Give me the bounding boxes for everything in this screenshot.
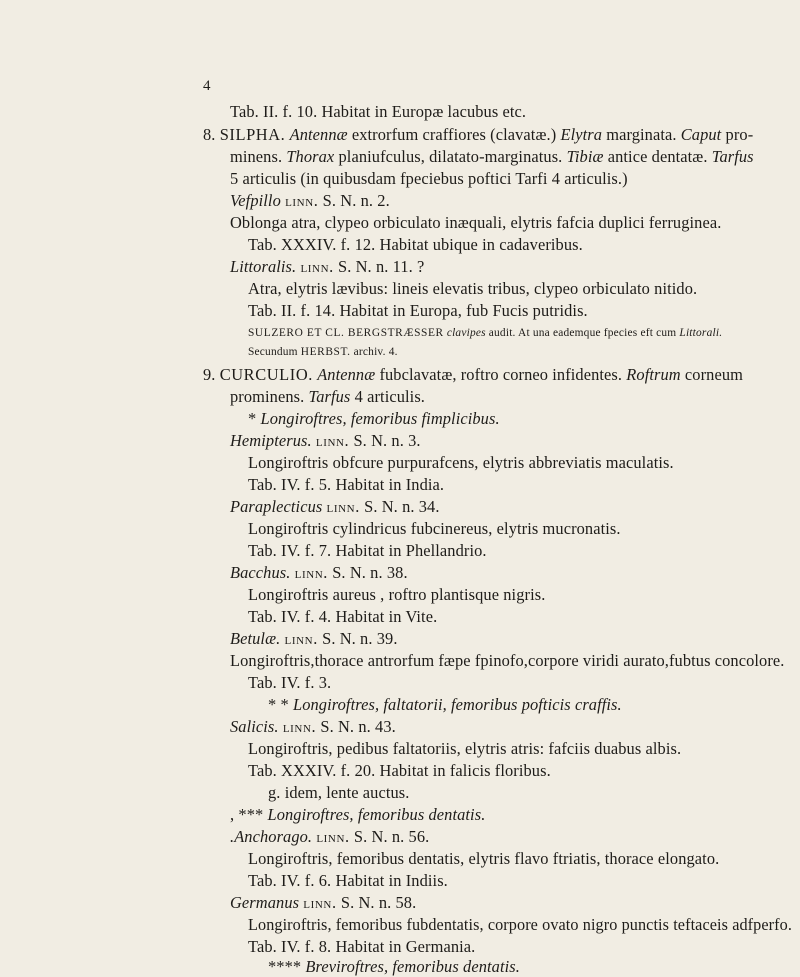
text-run: marginata. bbox=[602, 125, 681, 144]
text-run: corneum bbox=[680, 365, 743, 384]
italic-text: Elytra bbox=[560, 125, 603, 144]
italic-text: Longiroftres, femoribus dentatis. bbox=[267, 805, 486, 824]
text-line bbox=[248, 761, 551, 781]
text-run: Tab. XXXIV. f. 20. Habitat in falicis floribus. bbox=[248, 761, 551, 780]
italic-text: Vefpillo bbox=[230, 191, 281, 210]
author-reference: linn. bbox=[284, 629, 318, 648]
text-run: g. idem, lente auctus. bbox=[268, 783, 410, 802]
italic-text: Thorax bbox=[286, 147, 335, 166]
text-line bbox=[230, 497, 440, 517]
text-line bbox=[268, 695, 622, 715]
text-line bbox=[268, 957, 520, 977]
text-run: extrorfum craffiores (clavatæ.) bbox=[347, 125, 561, 144]
text-run: * * bbox=[268, 695, 293, 714]
author-reference: SULZERO ET CL. BERGSTRÆSSER bbox=[248, 327, 444, 339]
text-line bbox=[248, 541, 487, 561]
text-run: pro- bbox=[721, 125, 754, 144]
text-line bbox=[230, 147, 754, 167]
author-reference: linn. bbox=[282, 717, 317, 736]
text-line bbox=[248, 673, 331, 693]
text-run: Tab. II. f. 14. Habitat in Europa, fub Fucis putridis. bbox=[248, 301, 588, 320]
text-run: Tab. IV. f. 4. Habitat in Vite. bbox=[248, 607, 438, 626]
text-run: Oblonga atra, clypeo orbiculato inæquali, elytris fafcia duplici ferruginea. bbox=[230, 213, 722, 232]
text-run: Atra, elytris lævibus: lineis elevatis tribus, clypeo orbiculato nitido. bbox=[248, 279, 698, 298]
italic-text: Germanus bbox=[230, 893, 300, 912]
text-run: Longiroftris cylindricus fubcinereus, elytris mucronatis. bbox=[248, 519, 621, 538]
text-line bbox=[248, 235, 583, 255]
text-line bbox=[230, 563, 408, 583]
italic-text: Antennæ bbox=[289, 125, 348, 144]
text-line bbox=[230, 191, 390, 211]
text-run: S. N. n. 43. bbox=[316, 717, 396, 736]
text-run: Tab. IV. f. 3. bbox=[248, 673, 332, 692]
text-line bbox=[230, 102, 526, 122]
text-line bbox=[248, 915, 792, 935]
author-reference: linn. bbox=[285, 191, 319, 210]
text-run: archiv. 4. bbox=[350, 346, 398, 358]
text-line bbox=[230, 893, 416, 913]
text-run: Tab. IV. f. 8. Habitat in Germania. bbox=[248, 937, 476, 956]
italic-text: Littoralis. bbox=[230, 257, 297, 276]
italic-text: Salicis. bbox=[230, 717, 279, 736]
text-run: Tab. II. f. 10. Habitat in Europæ lacubus etc. bbox=[230, 102, 527, 121]
text-run: audit. At una eademque fpecies eft cum bbox=[485, 327, 680, 339]
italic-text: .Anchorago. bbox=[230, 827, 313, 846]
italic-text: Hemipterus. bbox=[230, 431, 312, 450]
author-reference: linn. bbox=[326, 497, 360, 516]
italic-text: Antennæ bbox=[317, 365, 376, 384]
text-run: S. N. n. 38. bbox=[328, 563, 408, 582]
italic-text: Tarfus bbox=[308, 387, 351, 406]
text-run: Tab. IV. f. 7. Habitat in Phellandrio. bbox=[248, 541, 487, 560]
text-line bbox=[230, 805, 485, 825]
text-run: Longiroftris,thorace antrorfum fæpe fpinofo,corpore viridi aurato,fubtus concolore. bbox=[230, 651, 785, 670]
author-reference: HERBST. bbox=[300, 346, 351, 358]
text-run: S. N. n. 56. bbox=[349, 827, 430, 846]
text-run: Longiroftris obfcure purpurafcens, elytris abbreviatis maculatis. bbox=[248, 453, 674, 472]
text-run: Tab. IV. f. 5. Habitat in India. bbox=[248, 475, 445, 494]
text-line bbox=[248, 453, 674, 473]
text-run: Longiroftris aureus , roftro plantisque nigris. bbox=[248, 585, 546, 604]
text-line bbox=[248, 937, 475, 957]
author-reference: linn. bbox=[303, 893, 337, 912]
italic-text: Caput bbox=[680, 125, 722, 144]
text-run: S. N. n. 39. bbox=[317, 629, 398, 648]
italic-text: Longiroftres, femoribus fimplicibus. bbox=[260, 409, 500, 428]
text-run: 9. bbox=[203, 365, 220, 384]
italic-text: Breviroftres, femoribus dentatis. bbox=[305, 957, 520, 976]
italic-text: Longiroftres, faltatorii, femoribus pofticis craffis. bbox=[293, 695, 622, 714]
text-run: * bbox=[248, 409, 261, 428]
text-run: **** bbox=[268, 957, 306, 976]
text-line bbox=[268, 783, 409, 803]
text-run: Tab. XXXIV. f. 12. Habitat ubique in cadaveribus. bbox=[248, 235, 583, 254]
page-number: 4 bbox=[203, 78, 211, 94]
text-run: minens. bbox=[230, 147, 287, 166]
italic-text: Roftrum bbox=[626, 365, 681, 384]
italic-text: Paraplecticus bbox=[230, 497, 323, 516]
text-run: CURCULIO. bbox=[219, 365, 313, 384]
author-reference: linn. bbox=[294, 563, 329, 582]
text-line bbox=[230, 431, 421, 451]
text-run: Secundum bbox=[248, 346, 301, 358]
italic-text: Tarfus bbox=[711, 147, 754, 166]
text-line bbox=[230, 827, 429, 847]
text-run: fubclavatæ, roftro corneo infidentes. bbox=[375, 365, 627, 384]
text-run: Longiroftris, pedibus faltatoriis, elytris atris: fafciis duabus albis. bbox=[248, 739, 682, 758]
text-line bbox=[248, 342, 398, 362]
text-run: S. N. n. 2. bbox=[318, 191, 390, 210]
text-line bbox=[230, 651, 784, 671]
italic-text: Littorali. bbox=[679, 327, 723, 339]
author-reference: linn. bbox=[316, 827, 350, 846]
text-line bbox=[230, 629, 398, 649]
text-line bbox=[230, 169, 628, 189]
text-line bbox=[248, 519, 621, 539]
text-run: Longiroftris, femoribus fubdentatis, corpore ovato nigro punctis teftaceis adfperfo. bbox=[248, 915, 792, 934]
text-run: prominens. bbox=[230, 387, 309, 406]
text-run: Longiroftris, femoribus dentatis, elytris flavo ftriatis, thorace elongato. bbox=[248, 849, 720, 868]
text-run: , *** bbox=[230, 805, 268, 824]
text-line bbox=[230, 717, 396, 737]
author-reference: linn. bbox=[300, 257, 334, 276]
text-run: Tab. IV. f. 6. Habitat in Indiis. bbox=[248, 871, 448, 890]
text-run: 5 articulis (in quibusdam fpeciebus poftici Tarfi 4 articulis.) bbox=[230, 169, 628, 188]
text-line bbox=[203, 125, 753, 145]
text-line bbox=[248, 739, 681, 759]
text-line bbox=[248, 409, 500, 429]
text-run: antice dentatæ. bbox=[603, 147, 712, 166]
text-line bbox=[248, 323, 722, 343]
text-line bbox=[248, 607, 437, 627]
text-line bbox=[248, 871, 448, 891]
text-line bbox=[248, 279, 697, 299]
italic-text: Bacchus. bbox=[230, 563, 291, 582]
text-run: S. N. n. 3. bbox=[349, 431, 421, 450]
text-run: S. N. n. 11. ? bbox=[333, 257, 425, 276]
text-run: SILPHA. bbox=[219, 125, 286, 144]
text-line bbox=[230, 387, 425, 407]
text-run: planiufculus, dilatato-marginatus. bbox=[334, 147, 567, 166]
text-run: S. N. n. 58. bbox=[336, 893, 417, 912]
text-line bbox=[230, 257, 424, 277]
text-run: 8. bbox=[203, 125, 220, 144]
text-line bbox=[248, 475, 444, 495]
author-reference: linn. bbox=[315, 431, 350, 450]
italic-text: Tibiæ bbox=[566, 147, 604, 166]
italic-text: clavipes bbox=[446, 327, 486, 339]
text-line bbox=[248, 585, 545, 605]
text-line bbox=[203, 365, 743, 385]
text-line bbox=[230, 213, 721, 233]
text-line bbox=[248, 301, 588, 321]
text-run: 4 articulis. bbox=[350, 387, 426, 406]
text-line bbox=[248, 849, 719, 869]
italic-text: Betulæ. bbox=[230, 629, 281, 648]
text-run: S. N. n. 34. bbox=[359, 497, 440, 516]
